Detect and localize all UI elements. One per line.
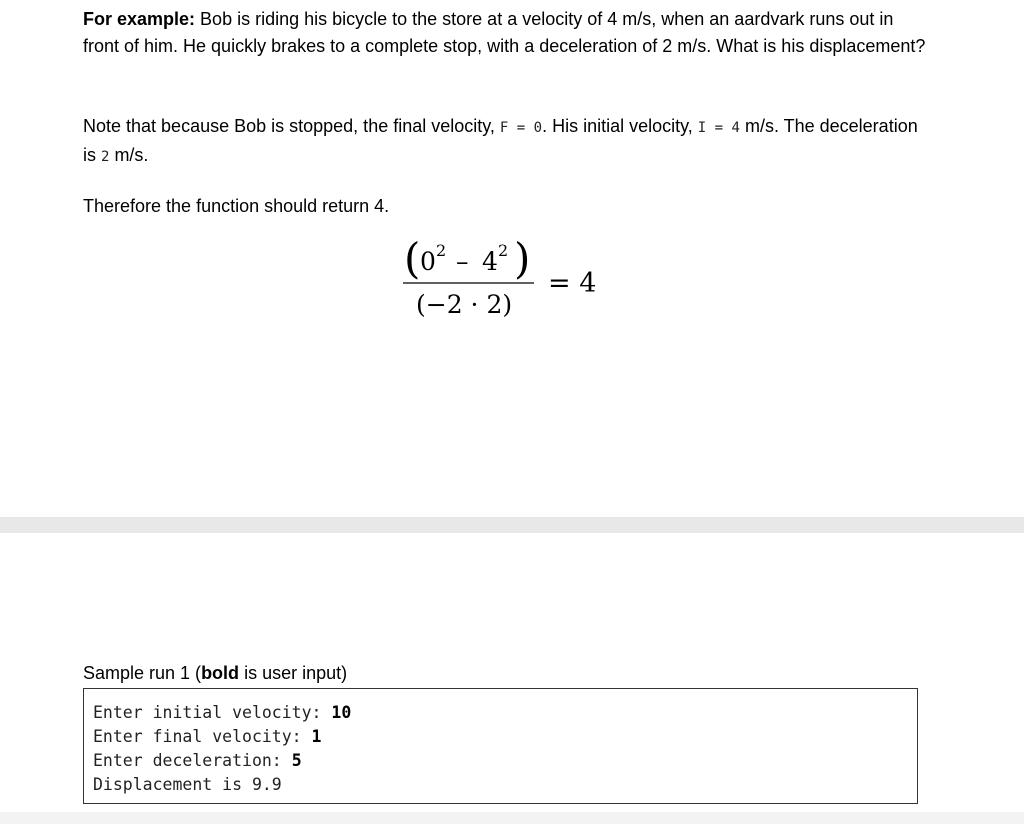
note-text-3: m/s. The deceleration is — [83, 116, 918, 165]
sample-prompt: Enter final velocity: — [93, 727, 312, 746]
sample-title-bold: bold — [201, 663, 240, 683]
sample-run-box — [83, 688, 918, 804]
example-text: Bob is riding his bicycle to the store at a velocity of 4 m/s, when an aardvark runs out in front of him. He quickly brakes to a complete stop, with a deceleration of 2 m/s. What is his displacement? — [83, 9, 926, 56]
numerator-open-paren: ( — [404, 234, 421, 283]
numerator-base-2: 4 — [482, 247, 498, 276]
denominator: (−2 · 2) — [416, 290, 513, 319]
sample-output: Displacement is 9.9 — [93, 775, 282, 794]
note-paragraph — [83, 113, 933, 171]
note-text-2: . His initial velocity, — [542, 116, 698, 136]
numerator-exp-2: 2 — [498, 241, 509, 260]
numerator-base-1: 0 — [420, 247, 436, 276]
sample-prompt: Enter deceleration: — [93, 751, 292, 770]
equation-result: = 4 — [548, 268, 597, 299]
sample-user-input: 1 — [311, 727, 322, 746]
therefore-paragraph: Therefore the function should return 4. — [83, 196, 390, 216]
example-lead: For example: — [83, 9, 196, 29]
numerator-exp-1: 2 — [436, 241, 447, 260]
sample-run-title — [83, 660, 347, 687]
bottom-strip — [0, 812, 1024, 824]
deceleration-code: 2 — [101, 149, 110, 165]
sample-line — [93, 701, 917, 725]
final-velocity-code: F = 0 — [499, 120, 543, 136]
sample-line — [93, 725, 917, 749]
sample-user-input: 5 — [291, 751, 302, 770]
section-divider — [0, 517, 1024, 533]
note-text-1: Note that because Bob is stopped, the final velocity, — [83, 116, 500, 136]
example-paragraph — [83, 6, 933, 60]
sample-line — [93, 749, 917, 773]
sample-line — [93, 773, 917, 797]
displacement-equation — [396, 226, 626, 336]
numerator-close-paren: ) — [514, 234, 531, 283]
note-text-4: m/s. — [109, 145, 149, 165]
sample-user-input: 10 — [331, 703, 352, 722]
sample-prompt: Enter initial velocity: — [93, 703, 332, 722]
sample-title-prefix: Sample run 1 ( — [83, 663, 202, 683]
initial-velocity-code: I = 4 — [697, 120, 740, 136]
numerator-minus: – — [456, 247, 469, 276]
sample-title-suffix: is user input) — [239, 663, 348, 683]
